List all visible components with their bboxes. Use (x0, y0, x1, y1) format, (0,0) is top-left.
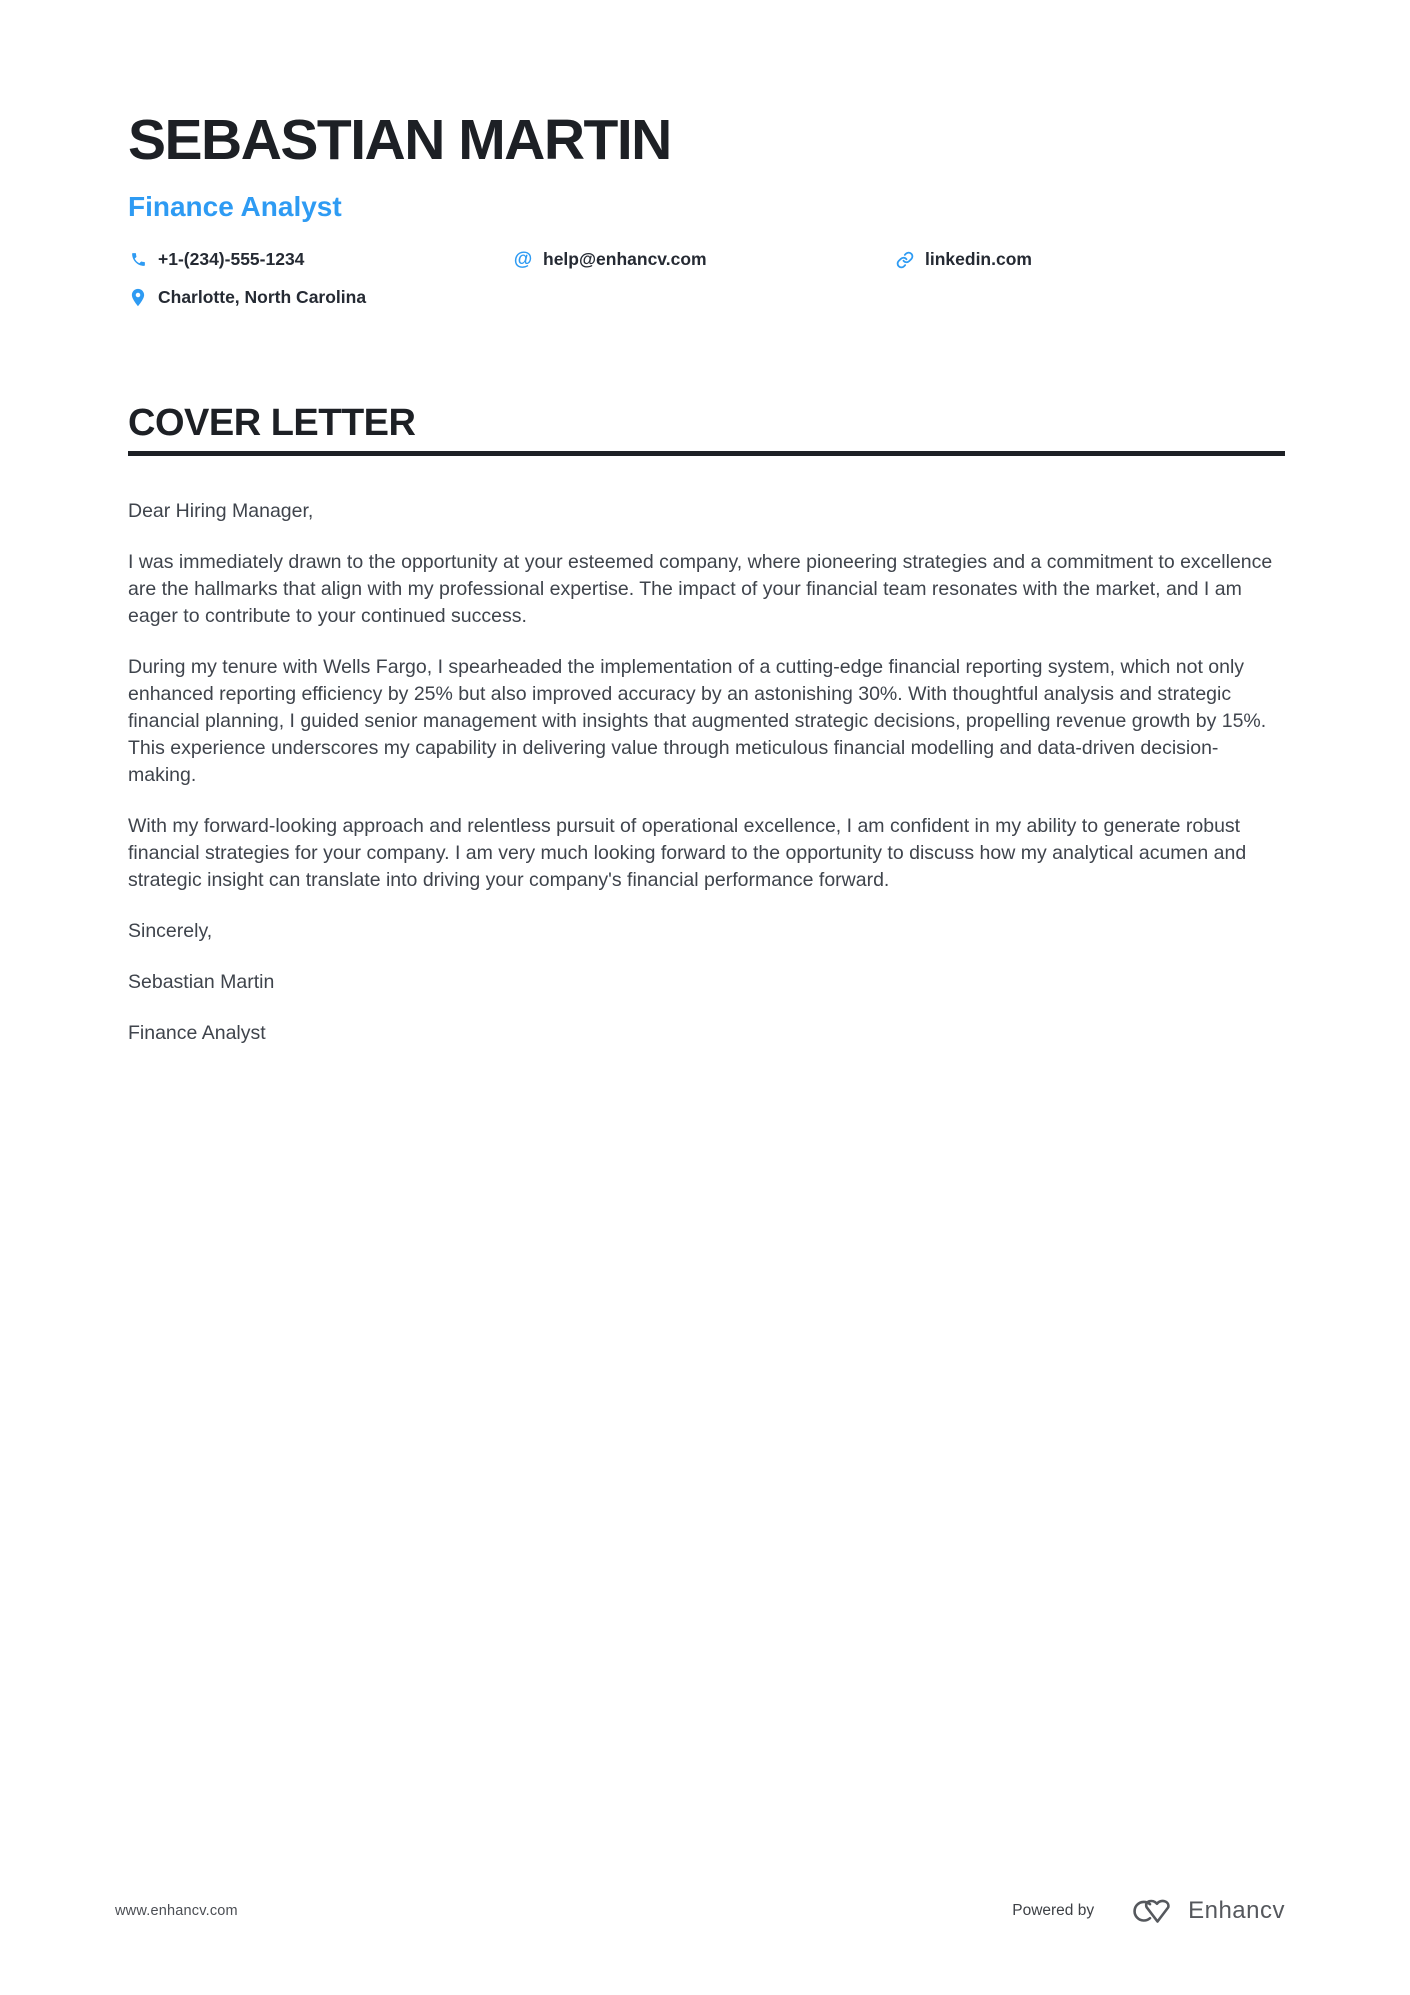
paragraph-experience: During my tenure with Wells Fargo, I spearheaded the implementation of a cutting-edge financial reporting system, which not only enhanced reporting efficiency by 25% but also improved accuracy by an astonishing 30%. With thoughtful analysis and strategic financial planning, I guided senior management with insights that augmented strategic decisions, propelling revenue growth by 15%. This experience underscores my capability in delivering value through meticulous financial modelling and data-driven decision-making. (128, 656, 1267, 786)
person-name: SEBASTIAN MARTIN (128, 108, 671, 172)
linkedin-contact[interactable] (895, 249, 1032, 270)
powered-by-label: Powered by (1012, 1902, 1095, 1919)
link-icon (895, 251, 915, 269)
powered-by-enhancv[interactable] (1012, 1896, 1285, 1926)
phone-icon (128, 251, 148, 268)
enhancv-logo-icon (1129, 1896, 1175, 1926)
phone-number: +1-(234)-555-1234 (158, 249, 305, 269)
phone-contact[interactable] (128, 249, 513, 270)
signature-name: Sebastian Martin (128, 971, 275, 993)
paragraph-closing: With my forward-looking approach and relentless pursuit of operational excellence, I am confident in my ability to generate robust financial strategies for your company. I am very much looking forward to the opportunity to discuss how my analytical acumen and strategic insight can translate into driving your company's financial performance forward. (128, 815, 1247, 891)
page-footer (0, 1896, 1410, 1926)
job-title: Finance Analyst (128, 191, 342, 222)
contact-row-2 (128, 287, 1285, 308)
letter-body (128, 498, 1285, 1047)
email-contact[interactable] (513, 249, 895, 270)
salutation: Dear Hiring Manager, (128, 500, 314, 522)
contact-row-1 (128, 249, 1285, 270)
location-text: Charlotte, North Carolina (158, 287, 367, 307)
email-address: help@enhancv.com (543, 249, 707, 269)
footer-site-link[interactable]: www.enhancv.com (115, 1903, 238, 1919)
sign-off: Sincerely, (128, 920, 213, 942)
location-contact (128, 287, 513, 308)
enhancv-wordmark: Enhancv (1188, 1897, 1285, 1924)
contact-info (128, 249, 1285, 308)
section-underline (128, 451, 1285, 456)
at-icon: @ (513, 249, 533, 270)
signature-title: Finance Analyst (128, 1022, 266, 1044)
header (128, 108, 1285, 308)
section-title: COVER LETTER (128, 402, 416, 444)
paragraph-intro: I was immediately drawn to the opportunity at your esteemed company, where pioneering strategies and a commitment to excellence are the hallmarks that align with my professional expertise. The impact of your financial team resonates with the market, and I am eager to contribute to your continued success. (128, 551, 1273, 627)
linkedin-url: linkedin.com (925, 249, 1032, 269)
location-pin-icon (128, 288, 148, 307)
cover-letter-section (128, 404, 1285, 1047)
